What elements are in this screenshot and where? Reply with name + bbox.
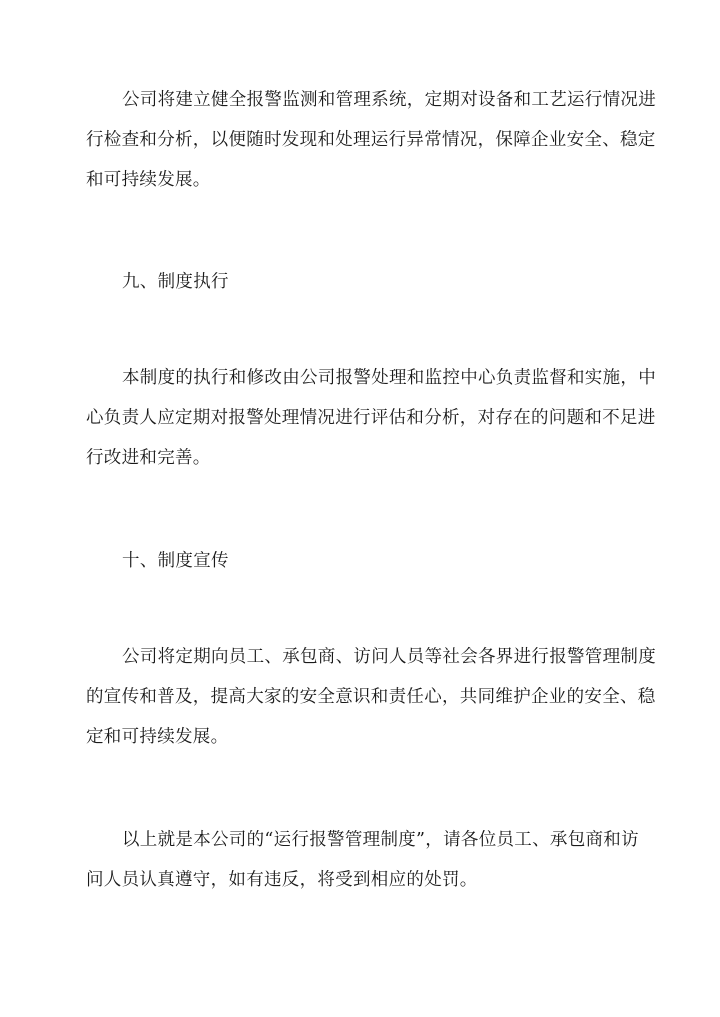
paragraph-line: 以上就是本公司的“运行报警管理制度”，请各位员工、承包商和访 [122, 830, 639, 850]
paragraph-line: 行改进和完善。 [86, 448, 211, 468]
paragraph-line: 本制度的执行和修改由公司报警处理和监控中心负责监督和实施，中 [122, 368, 656, 388]
paragraph-line: 公司将建立健全报警监测和管理系统，定期对设备和工艺运行情况进 [122, 90, 656, 110]
paragraph-execution [86, 358, 656, 478]
paragraph-line: 行检查和分析，以便随时发现和处理运行异常情况，保障企业安全、稳定 [86, 130, 656, 150]
paragraph-line: 定和可持续发展。 [86, 727, 229, 747]
paragraph-line: 问人员认真遵守，如有违反，将受到相应的处罚。 [86, 870, 478, 890]
section-heading-9: 九、制度执行 [122, 272, 229, 292]
paragraph-line: 公司将定期向员工、承包商、访问人员等社会各界进行报警管理制度 [122, 647, 656, 667]
paragraph-alarm-monitoring [86, 80, 656, 200]
paragraph-line: 和可持续发展。 [86, 170, 211, 190]
paragraph-line: 的宣传和普及，提高大家的安全意识和责任心，共同维护企业的安全、稳 [86, 687, 656, 707]
section-heading-10: 十、制度宣传 [122, 551, 229, 571]
paragraph-publicity [86, 637, 656, 757]
paragraph-closing [86, 820, 639, 900]
paragraph-line: 心负责人应定期对报警处理情况进行评估和分析，对存在的问题和不足进 [86, 408, 656, 428]
